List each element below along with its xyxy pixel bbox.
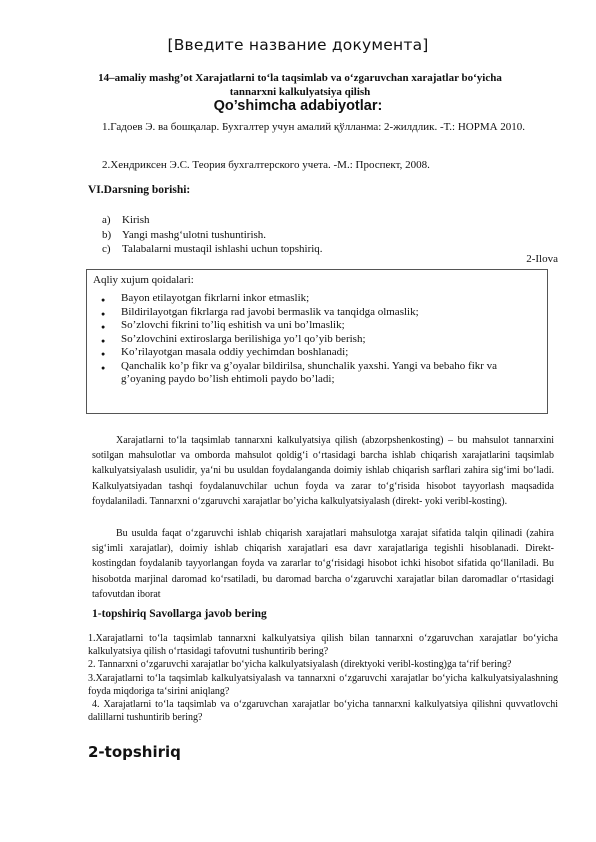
document-title: 14–amaliy mashg’ot Xarajatlarni to‘la taqsimlab va o‘zgaruvchan xarajatlar bo‘yicha tannarxni kalkulyatsiya qilish (98, 72, 502, 98)
appendix-label: 2-Ilova (526, 253, 558, 265)
task-1-heading: 1-topshiriq Savollarga javob bering (92, 608, 267, 620)
rule-item: ● So’zlovchini extiroslarga berilishiga yo’l qo’yib berish; (121, 333, 541, 347)
list-item-text: Yangi mashg‘ulotni tushuntirish. (122, 228, 267, 241)
list-marker: b) (102, 228, 112, 241)
list-item (102, 242, 323, 257)
task-2-heading: 2-topshiriq (88, 743, 181, 761)
list-item-text: Talabalarni mustaqil ishlashi uchun topshiriq. (122, 243, 323, 255)
list-marker: a) (102, 214, 111, 226)
rules-list (93, 292, 541, 387)
list-item (102, 228, 323, 243)
rule-item: ● Bildirilayotgan fikrlarga rad javobi bermaslik va tanqidga olmaslik; (121, 306, 541, 320)
section-heading: VI.Darsning borishi: (88, 184, 191, 196)
rules-box (86, 269, 548, 414)
question-item: 2. Tannarxni o‘zgaruvchi xarajatlar bo‘yicha kalkulyatsiyalash (direktyoki veribl-kosting)ga ta‘rif bering? (88, 659, 512, 671)
question-item: 4. Xarajatlarni to‘la taqsimlab va o‘zgaruvchan xarajatlar bo‘yicha tannarxni kalkulyatsiya qilishni quvvatlovchi dalillarni tushuntirib bering? (88, 699, 558, 724)
question-item: 1.Xarajatlarni to‘la taqsimlab tannarxni kalkulyatsiya qilish bilan tannarxni o‘zgaruvchan xarajatlar bo‘yicha kalkulyatsiya qilish o‘rtasidagi tafovutni tushuntirib bering? (88, 633, 558, 658)
document-header: [Введите название документа] (167, 36, 429, 54)
rule-item: ● Ko’rilayotgan masala oddiy yechimdan boshlanadi; (121, 346, 541, 360)
rule-item: ● Qanchalik ko’p fikr va g’oyalar bildirilsa, shunchalik yaxshi. Yangi va bebaho fikr va g’oyaning paydo bo’lish ehtimoli paydo bo’ladi; (121, 360, 541, 387)
list-item-text: Kirish (122, 214, 150, 226)
rule-item: ● Bayon etilayotgan fikrlarni inkor etmaslik; (121, 292, 541, 306)
steps-list (102, 213, 323, 257)
question-item: 3.Xarajatlarni to‘la taqsimlab kalkulyatsiyalash va tannarxni o‘zgaruvchi xarajatlar bo‘yicha kalkulyatsiyalashning foyda miqdoriga ta‘sirini aniqlang? (88, 672, 558, 697)
paragraph-absorption-costing: Xarajatlarni to‘la taqsimlab tannarxni kalkulyatsiya qilish (abzorpshenkosting) – bu mahsulot tannarxini sotilgan mahsulotlar va omborda mahsulot qoldig‘i o‘rtasidagi barcha ishlab chiqarish xarajatlarini taqsimlab kalkulyatsiyalash usulidir, ya‘ni bu usuldan foydalanganda doimiy ishlab chiqarish sarflari zahira sig‘imi bo‘ladi. Kalkulyatsiyadan tashqi foydalanuvchilar uchun foyda va zarar to‘g‘risida hisobot tayyorlash maqsadida foydalaniladi. Tannarxni o‘zgaruvchi xarajatlar bo’yicha kalkulyatsiyalash (direkt- yoki veribl-kosting). (92, 435, 554, 507)
list-item (102, 213, 323, 228)
references-heading: Qo’shimcha adabiyotlar: (213, 98, 383, 114)
rules-box-title: Aqliy xujum qoidalari: (93, 274, 194, 286)
reference-1: 1.Гадоев Э. ва бошқалар. Бухгалтер учун амалий қўлланма: 2-жилдлик. -Т.: НОРМА 2010. (102, 121, 526, 133)
rule-item: ● So’zlovchi fikrini to’liq eshitish va uni bo’lmaslik; (121, 319, 541, 333)
reference-2: 2.Хендриксен Э.С. Теория бухгалтерского учета. -М.: Проспект, 2008. (102, 159, 430, 171)
paragraph-direct-costing: Bu usulda faqat o‘zgaruvchi ishlab chiqarish xarajatlari mahsulotga xarajat sifatida talqin qilinadi (zahira sig‘imli xarajatlar), doimiy ishlab chiqarish xarajatlari esa davr xarajatlariga tegishli hisoblanadi. Direkt-kostingdan foydalanib tayyorlangan foyda va zararlar to‘g‘risidagi hisobot ichki hisobot sifatida qo‘llaniladi. Bu hisobotda marjinal daromad ko‘rsatiladi, bu daromad barcha o‘zgaruvchi xarajatlar bilan daromadlar o‘rtasidagi tafovutdan iborat (92, 528, 554, 600)
list-marker: c) (102, 243, 111, 255)
questions-list (88, 632, 558, 724)
